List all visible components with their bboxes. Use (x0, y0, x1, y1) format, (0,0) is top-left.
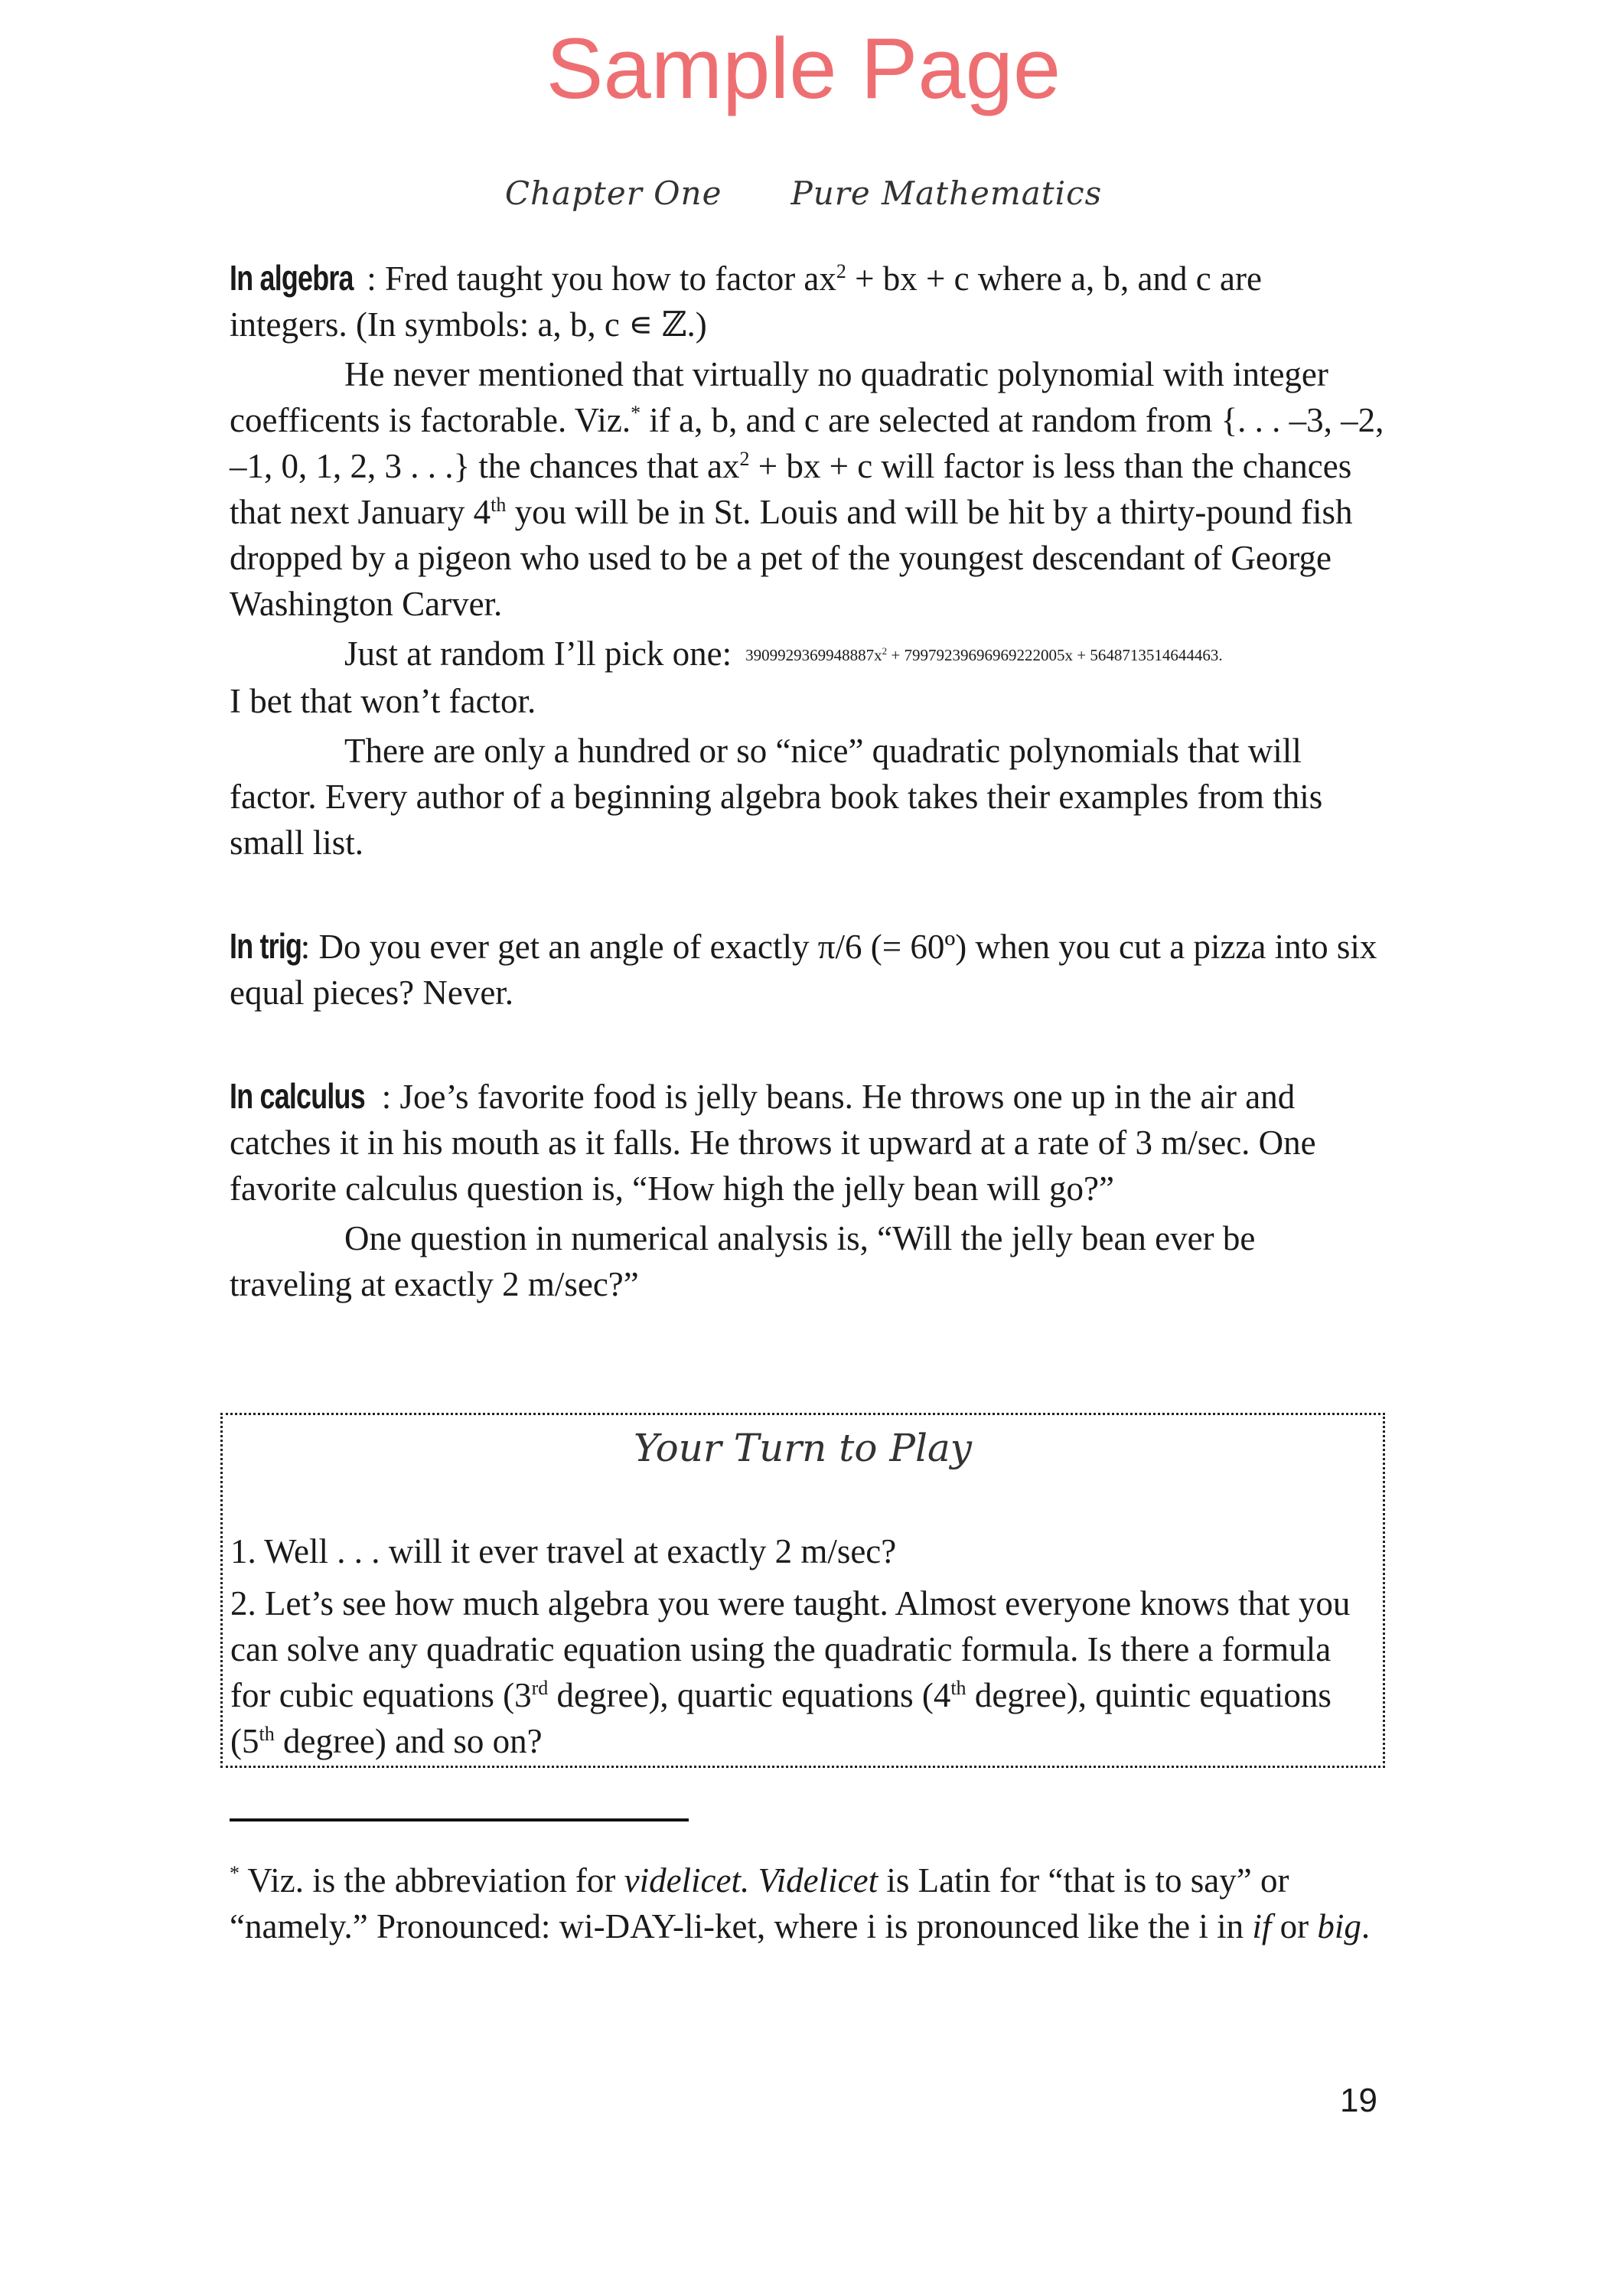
emphasis: Videlicet (758, 1861, 878, 1900)
text-run: : Joe’s favorite food is jelly beans. He throws one up in the air and catches it in his mouth as it falls. He throws it upward at a rate of 3 m/sec. One favorite calculus question is, “How high the jelly bean will go?” (230, 1078, 1316, 1208)
text-run: He never mentioned that virtually no quadratic polynomial with integer coefficents is factorable. Viz. (230, 355, 1328, 439)
chapter-title: Pure Mathematics (790, 174, 1103, 212)
text-run: if a, b, and c are selected at random from {. . . –3, –2, –1, 0, 1, 2, 3 . . .} the chances that ax (230, 401, 1384, 485)
your-turn-items (230, 1528, 1375, 1770)
exercise-2 (230, 1580, 1375, 1764)
emphasis: if (1252, 1907, 1272, 1945)
sample-page-watermark: Sample Page (546, 21, 1061, 116)
algebra-paragraph-1 (230, 255, 1385, 347)
algebra-paragraph-3-continued: I bet that won’t factor. (230, 682, 536, 720)
text-run: Just at random I’ll pick one: (344, 634, 732, 673)
page-number: 19 (1340, 2082, 1377, 2119)
text-run: : Do you ever get an angle of exactly π/6 (= 60º) when you cut a pizza into six equal pieces? Never. (230, 928, 1377, 1012)
text-run: + bx + c where a, b, and c are integers. (In symbols: a, b, c ∊ ℤ.) (230, 259, 1262, 344)
superscript: 2 (882, 645, 888, 657)
text-run: degree), quintic equations (5 (230, 1676, 1332, 1760)
main-text (230, 255, 1385, 1307)
calculus-paragraph-2: One question in numerical analysis is, “Will the jelly bean ever be traveling at exactly 2 m/sec?” (230, 1219, 1256, 1303)
text-run: you will be in St. Louis and will be hit by a thirty-pound fish dropped by a pigeon who used to be a pet of the youngest descendant of George Washington Carver. (230, 493, 1353, 623)
running-head (0, 174, 1607, 212)
trig-heading: In trig (230, 926, 302, 966)
text-run: : Fred taught you how to factor ax (367, 259, 836, 298)
superscript: th (259, 1723, 275, 1745)
superscript: th (950, 1677, 966, 1699)
superscript: rd (531, 1677, 549, 1699)
algebra-heading: In algebra (230, 258, 354, 298)
algebra-paragraph-2 (230, 351, 1385, 627)
footnote-marker: * (631, 402, 641, 424)
superscript: 2 (836, 260, 846, 282)
text-run: is Latin for “that is to say” or “namely.” Pronounced: wi-DAY-li-ket, where i is pronounced like the i in (230, 1861, 1289, 1945)
emphasis: big (1317, 1907, 1361, 1945)
text-run: 3909929369948887x (745, 646, 882, 664)
calculus-heading: In calculus (230, 1076, 365, 1116)
text-run: degree) and so on? (274, 1722, 543, 1760)
text-run: + bx + c will factor is less than the chances that next January 4 (230, 447, 1352, 531)
exercise-1: 1. Well . . . will it ever travel at exactly 2 m/sec? (230, 1532, 897, 1570)
footnote-text (230, 1857, 1385, 1949)
text-run: + 79979239696969222005x + 5648713514644463. (887, 646, 1223, 664)
superscript: th (491, 494, 507, 516)
text-run: 2. Let’s see how much algebra you were taught. Almost everyone knows that you can solve any quadratic equation using the quadratic formula. Is there a formula for cubic equations (3 (230, 1584, 1351, 1714)
footnote (230, 1857, 1385, 1949)
emphasis: videlicet. (624, 1861, 750, 1900)
random-polynomial (745, 646, 1222, 664)
algebra-paragraph-4: There are only a hundred or so “nice” quadratic polynomials that will factor. Every author of a beginning algebra book takes their examples from this small list. (230, 732, 1323, 862)
trig-paragraph (230, 923, 1385, 1016)
your-turn-box (220, 1413, 1385, 1768)
footnote-rule (230, 1818, 689, 1821)
text-run: degree), quartic equations (4 (548, 1676, 951, 1714)
superscript: 2 (739, 448, 750, 470)
calculus-paragraph-1 (230, 1073, 1385, 1212)
text-run: . (1361, 1907, 1371, 1945)
text-run: or (1271, 1907, 1318, 1945)
text-run (749, 1861, 758, 1900)
algebra-paragraph-3 (230, 631, 1385, 678)
chapter-label: Chapter One (504, 174, 722, 212)
footnote-marker: * (230, 1862, 240, 1884)
your-turn-title: Your Turn to Play (633, 1426, 973, 1470)
text-run: Viz. is the abbreviation for (240, 1861, 624, 1900)
